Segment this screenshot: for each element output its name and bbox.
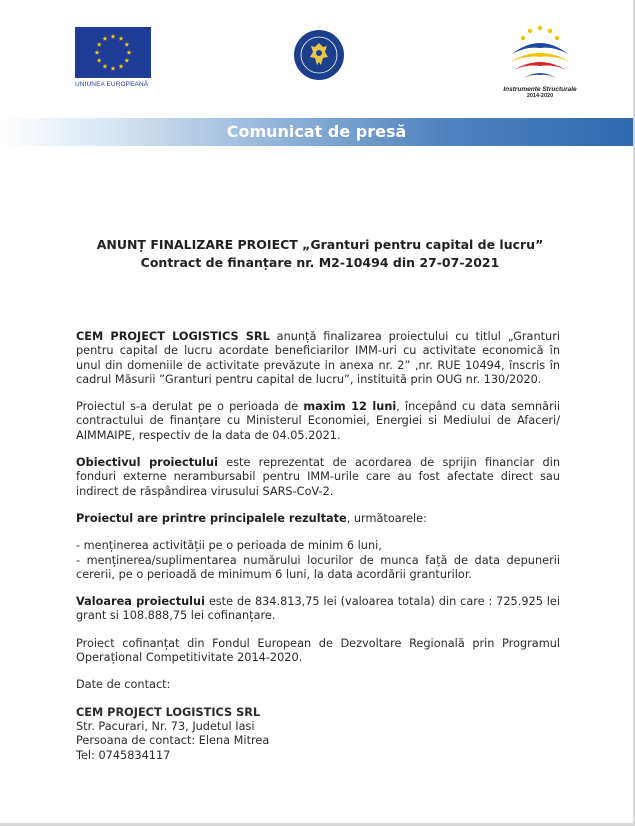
eu-label: UNIUNEA EUROPEANĂ xyxy=(75,81,149,88)
results-text: , următoarele: xyxy=(346,511,427,525)
structural-instruments-years: 2014-2020 xyxy=(526,93,554,99)
paragraph-intro xyxy=(76,330,560,387)
results-bold: Proiectul are printre principalele rezultate xyxy=(76,511,347,525)
announcement-body xyxy=(76,330,560,763)
title-line-1: ANUNȚ FINALIZARE PROIECT „Granturi pentru capital de lucru” xyxy=(96,237,544,252)
paragraph-objective xyxy=(76,456,560,499)
paragraph-cofinancing: Proiect cofinanțat din Fondul European de Dezvoltare Regională prin Programul Operațional Competitivitate 2014-2020. xyxy=(76,636,560,665)
contact-person: Persoana de contact: Elena Mitrea xyxy=(76,734,270,748)
objective-bold: Obiectivul proiectului xyxy=(76,456,218,470)
eu-star-icon xyxy=(111,34,116,39)
duration-bold: maxim 12 luni xyxy=(303,400,397,414)
duration-text-start: Proiectul s-a derulat pe o perioada de xyxy=(76,400,304,414)
title-line-2: Contract de finanțare nr. M2-10494 din 27-07-2021 xyxy=(140,255,500,270)
contact-heading: Date de contact: xyxy=(76,678,171,692)
eu-star-icon xyxy=(97,58,102,63)
contact-address: Str. Pacurari, Nr. 73, Judetul Iasi xyxy=(76,719,255,733)
eu-star-icon xyxy=(124,58,129,63)
banner-title: Comunicat de presă xyxy=(226,122,407,141)
duration-text-end: , începând cu data semnării contractului de finanțare cu Ministerul Economiei, Energiei si Mediului de Afaceri/ AIMMAIPE, respectiv de la data de 04.05.2021. xyxy=(76,400,561,442)
government-seal-icon xyxy=(293,29,345,81)
eu-star-icon xyxy=(103,36,108,41)
eu-star-icon xyxy=(97,42,102,47)
eu-star-icon xyxy=(103,64,108,69)
eu-star-icon xyxy=(124,42,129,47)
eu-logo xyxy=(75,27,153,88)
contact-phone: Tel: 0745834117 xyxy=(76,748,171,762)
paragraph-duration xyxy=(76,400,560,443)
company-name: CEM PROJECT LOGISTICS SRL xyxy=(76,330,270,343)
announcement-title xyxy=(70,236,570,272)
eu-flag-icon xyxy=(75,27,151,78)
contact-block xyxy=(76,706,560,763)
results-list xyxy=(76,539,560,582)
eu-star-icon xyxy=(111,66,116,71)
structural-instruments-icon xyxy=(494,22,586,84)
structural-instruments-logo xyxy=(494,22,586,99)
contact-company: CEM PROJECT LOGISTICS SRL xyxy=(76,705,261,719)
objective-text: este reprezentat de acordarea de sprijin financiar din fonduri externe nerambursabil pentru IMM-urile care au fost afectate direct sau indirect de răspândirea virusului SARS-CoV-2. xyxy=(76,456,560,498)
paragraph-results xyxy=(76,512,560,526)
list-item: - menținerea activității pe o perioada de minim 6 luni, xyxy=(76,539,382,553)
eu-star-icon xyxy=(119,36,124,41)
structural-instruments-label: Instrumente Structurale xyxy=(503,86,577,93)
paragraph-value xyxy=(76,595,560,624)
value-bold: Valoarea proiectului xyxy=(76,595,205,609)
eu-star-icon xyxy=(95,50,100,55)
list-item: - menținerea/suplimentarea numărului locurilor de munca față de data depunerii cererii, pe o perioadă de minimum 6 luni, la data acordării granturilor. xyxy=(76,553,560,581)
eu-star-icon xyxy=(127,50,132,55)
intro-text: anunță finalizarea proiectului cu titlul „Granturi pentru capital de lucru acordate beneficiarilor IMM-uri cu activitate economică în unul din domeniile de activitate prevăzute in anexa nr. 2” ,nr. RUE 10494, înscris în cadrul Măsurii ”Granturi pentru capital de lucru”, instituită prin OUG nr. 130/2020. xyxy=(76,330,561,386)
value-text: este de 834.813,75 lei (valoarea totala) din care : 725.925 lei grant si 108.888,75 lei cofinanțare. xyxy=(76,595,560,623)
eu-star-icon xyxy=(119,64,124,69)
